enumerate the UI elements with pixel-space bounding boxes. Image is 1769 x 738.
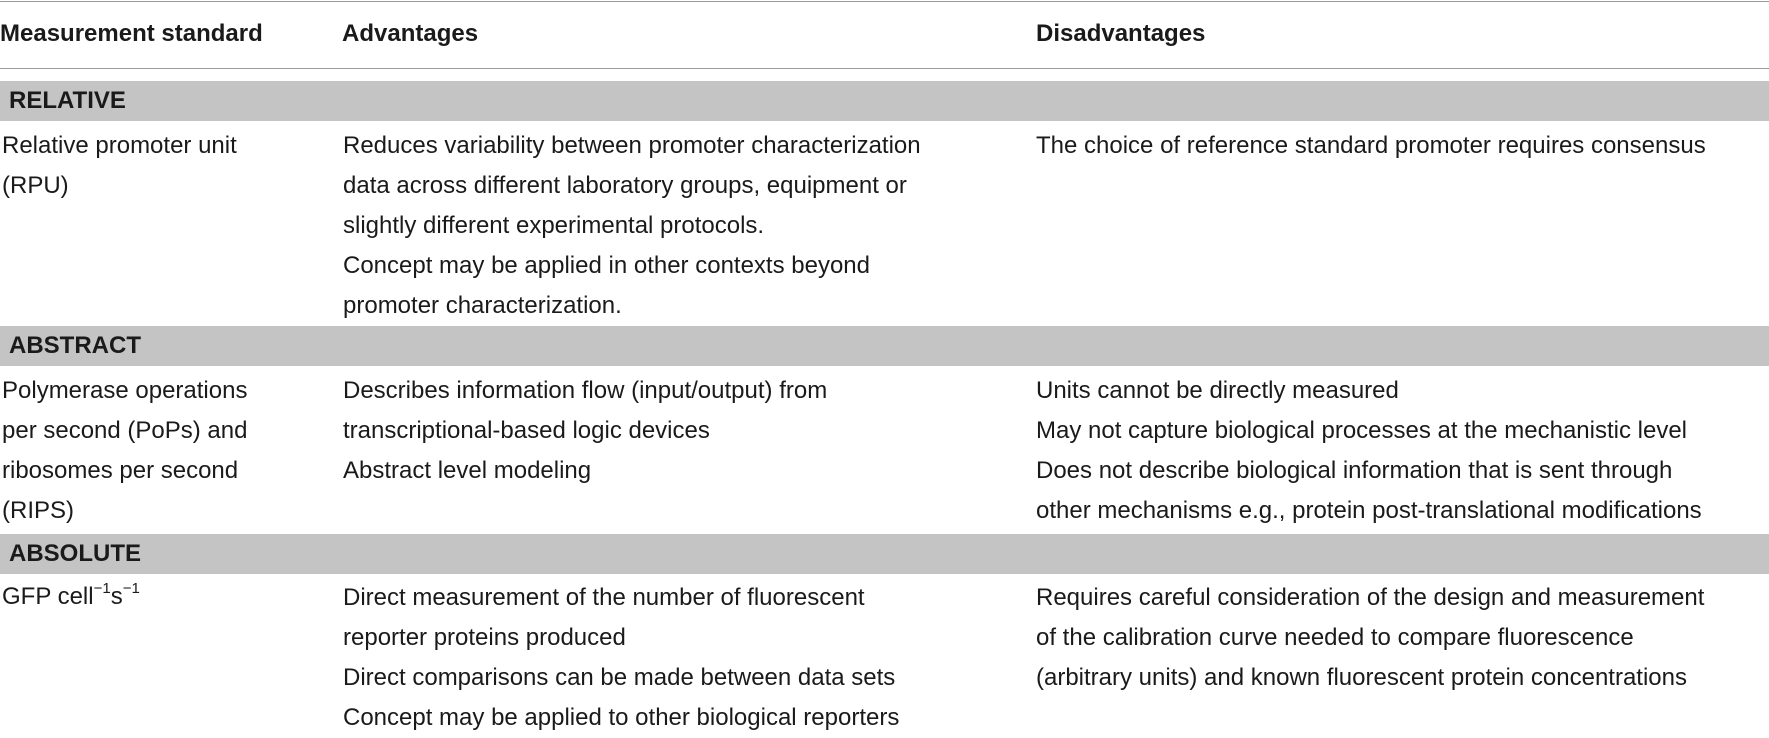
abstract-advantage-line: transcriptional-based logic devices <box>343 417 710 444</box>
abstract-disadvantage-line: Does not describe biological information that is sent through <box>1036 457 1673 484</box>
abstract-standard-line: Polymerase operations <box>2 377 248 404</box>
unit-second: s <box>110 583 123 610</box>
absolute-disadvantage-line: (arbitrary units) and known fluorescent protein concentrations <box>1036 664 1687 691</box>
relative-standard-cell <box>2 126 237 206</box>
top-rule <box>0 1 1769 2</box>
absolute-advantage-line: Direct comparisons can be made between data sets <box>343 664 896 691</box>
absolute-standard-cell <box>2 577 140 617</box>
absolute-standard-unit <box>2 577 140 617</box>
column-header-advantages: Advantages <box>342 20 479 47</box>
relative-advantage-line: Concept may be applied in other contexts beyond <box>343 252 871 279</box>
relative-standard-line: (RPU) <box>2 172 69 199</box>
header-rule <box>0 68 1769 69</box>
unit-exponent-1: −1 <box>93 580 111 597</box>
section-band-absolute <box>0 534 1769 574</box>
section-label-abstract: ABSTRACT <box>9 332 141 359</box>
relative-standard-line: Relative promoter unit <box>2 132 237 159</box>
relative-advantage-line: promoter characterization. <box>343 292 622 319</box>
abstract-standard-line: ribosomes per second <box>2 457 239 484</box>
relative-advantages-cell <box>343 126 921 326</box>
column-header-disadvantages: Disadvantages <box>1036 20 1206 47</box>
section-label-absolute: ABSOLUTE <box>9 540 141 567</box>
abstract-disadvantage-line: May not capture biological processes at the mechanistic level <box>1036 417 1687 444</box>
abstract-advantage-line: Describes information flow (input/output) from <box>343 377 828 404</box>
absolute-disadvantage-line: of the calibration curve needed to compare fluorescence <box>1036 624 1634 651</box>
column-header-measurement-standard: Measurement standard <box>0 20 263 47</box>
abstract-advantages-cell <box>343 371 827 491</box>
section-band-relative <box>0 81 1769 121</box>
abstract-standard-line: per second (PoPs) and <box>2 417 248 444</box>
unit-base: GFP cell <box>2 583 94 610</box>
unit-exponent-2: −1 <box>122 580 140 597</box>
abstract-advantage-line: Abstract level modeling <box>343 457 592 484</box>
abstract-disadvantage-line: other mechanisms e.g., protein post-translational modifications <box>1036 497 1702 524</box>
relative-disadvantage-line: The choice of reference standard promoter requires consensus <box>1036 132 1706 159</box>
abstract-standard-cell <box>2 371 247 531</box>
abstract-standard-line: (RIPS) <box>2 497 74 524</box>
abstract-disadvantages-cell <box>1036 371 1702 531</box>
absolute-disadvantages-cell <box>1036 578 1704 698</box>
relative-disadvantages-cell <box>1036 126 1706 166</box>
absolute-advantage-line: Concept may be applied to other biological reporters <box>343 704 900 731</box>
relative-advantage-line: slightly different experimental protocols. <box>343 212 765 239</box>
absolute-disadvantage-line: Requires careful consideration of the design and measurement <box>1036 584 1705 611</box>
absolute-advantage-line: Direct measurement of the number of fluorescent <box>343 584 865 611</box>
abstract-disadvantage-line: Units cannot be directly measured <box>1036 377 1399 404</box>
section-band-abstract <box>0 326 1769 366</box>
section-label-relative: RELATIVE <box>9 87 126 114</box>
absolute-advantages-cell <box>343 578 899 738</box>
relative-advantage-line: data across different laboratory groups, equipment or <box>343 172 907 199</box>
absolute-advantage-line: reporter proteins produced <box>343 624 626 651</box>
relative-advantage-line: Reduces variability between promoter characterization <box>343 132 921 159</box>
